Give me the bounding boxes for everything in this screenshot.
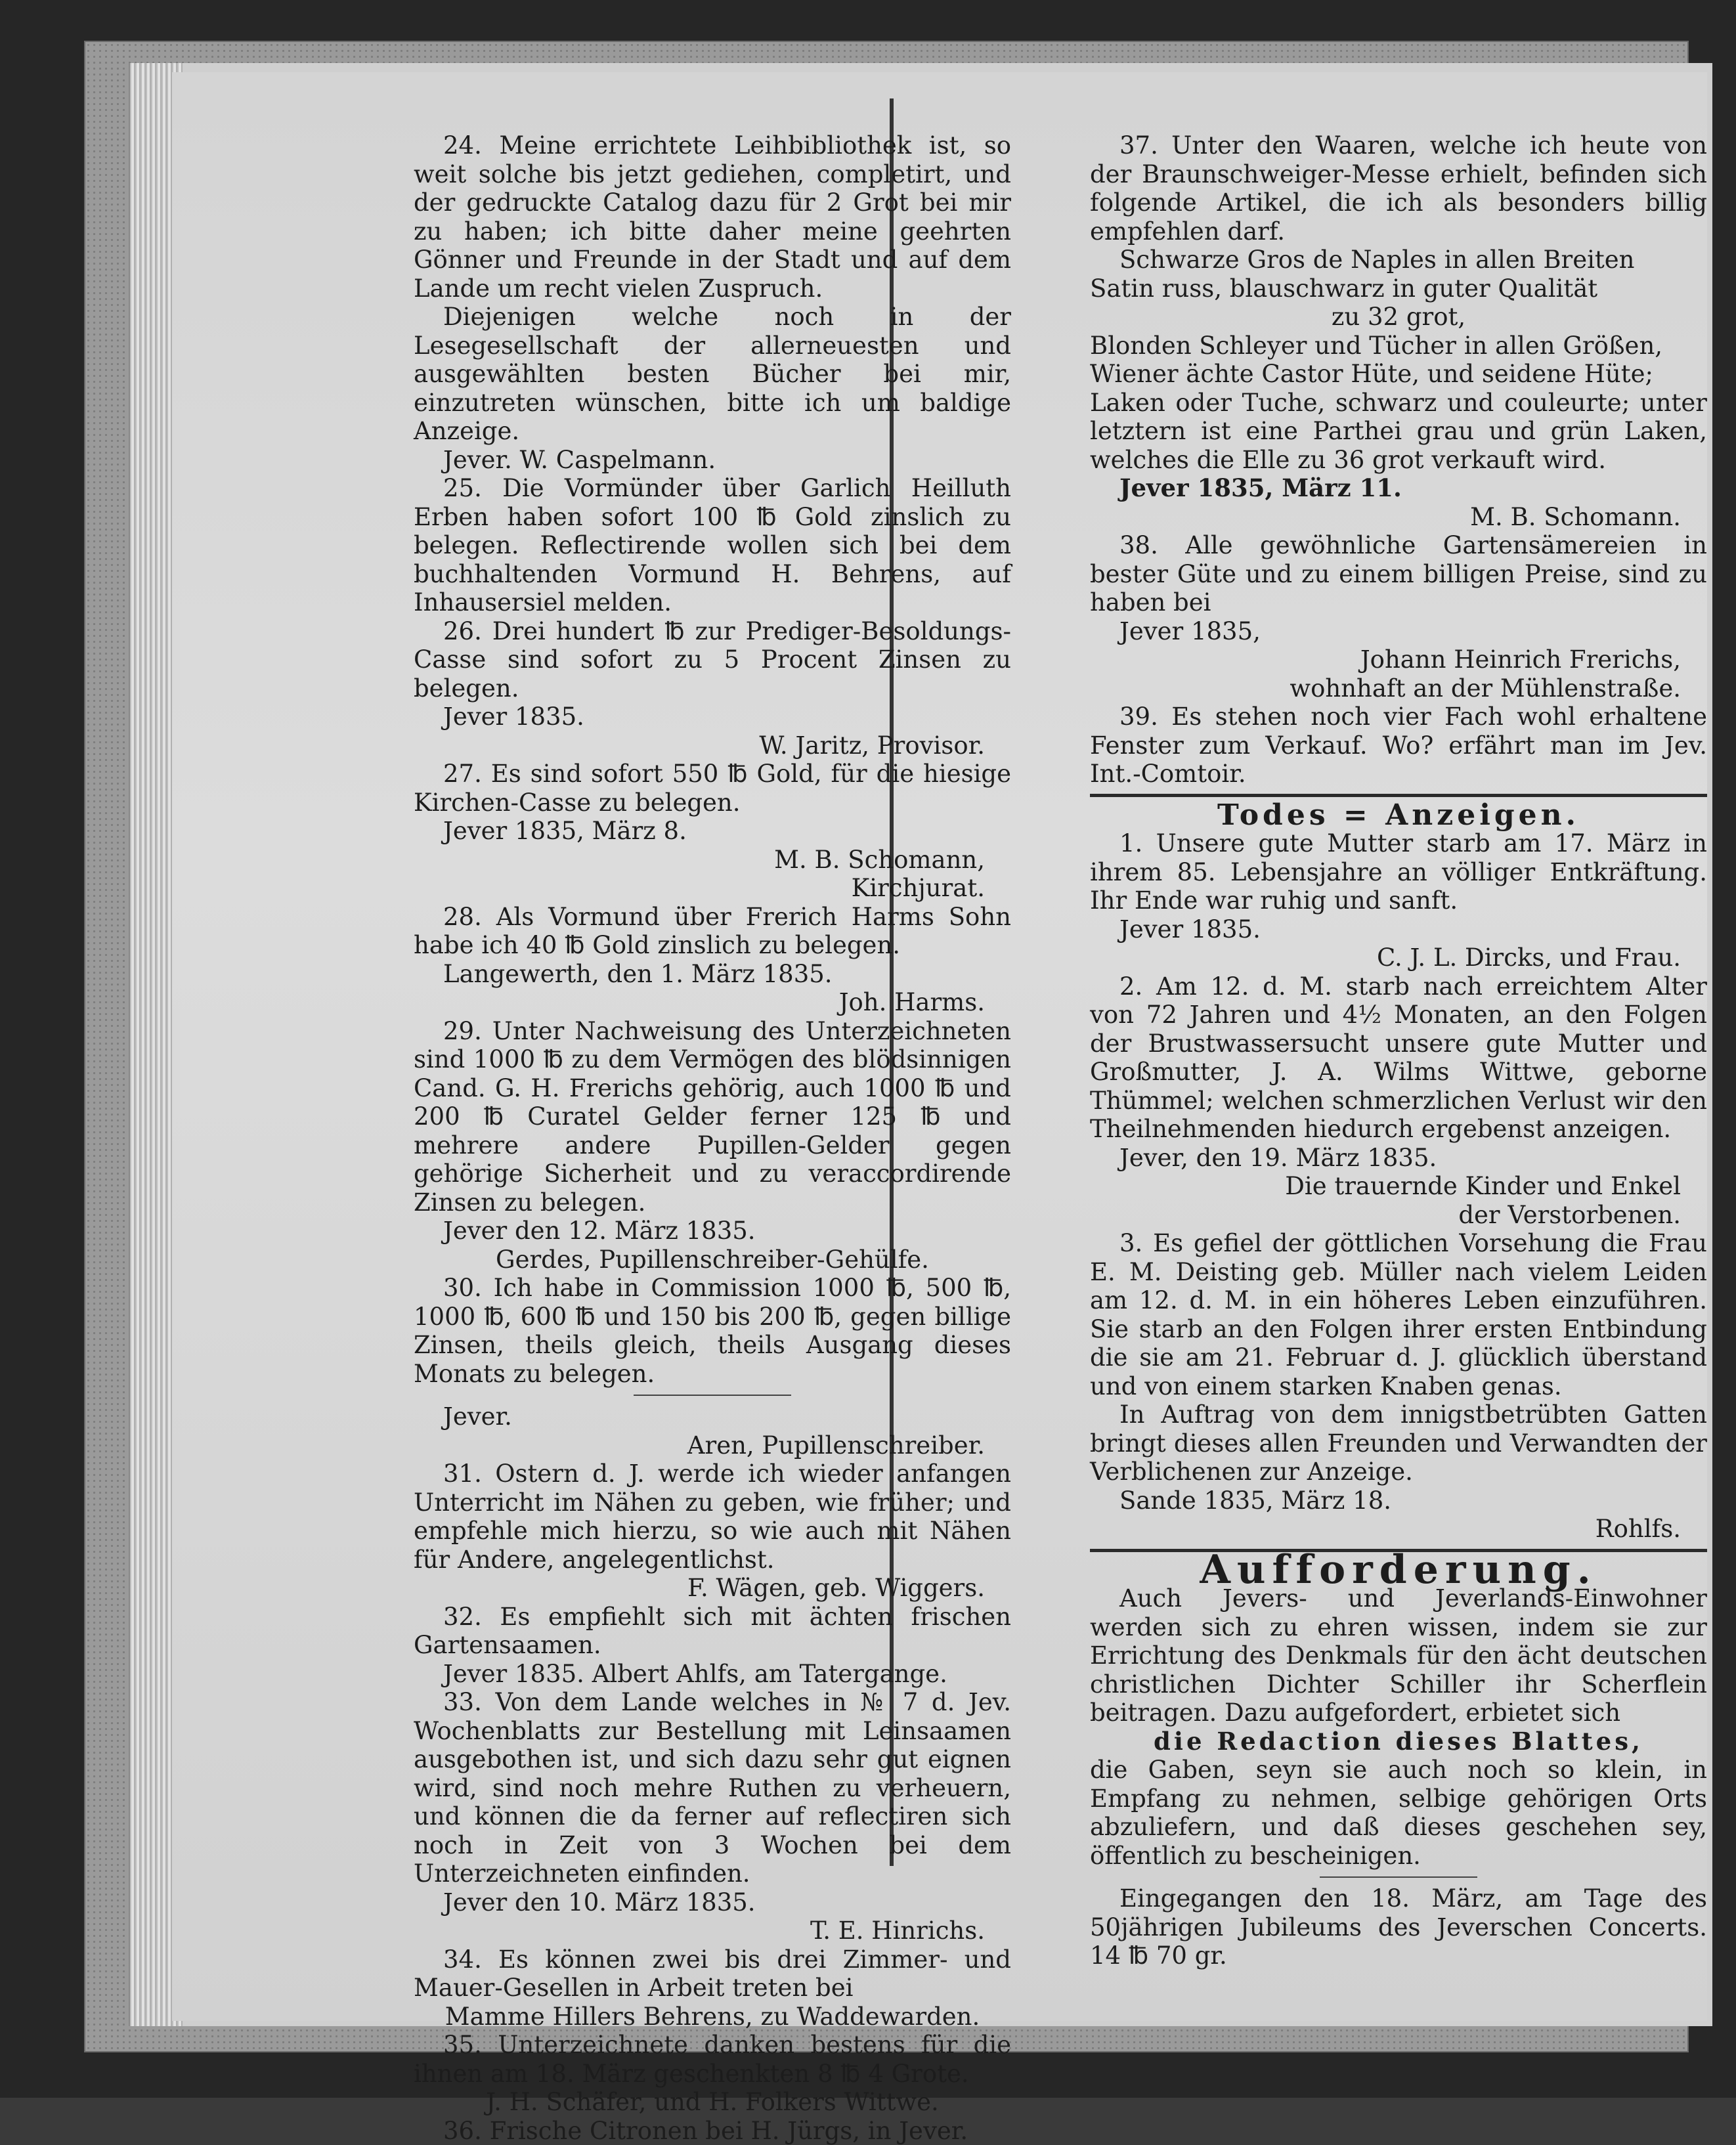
aufforderung-text-2: die Gaben, seyn sie auch noch so klein, in Empfang zu nehmen, selbige gehörigen Orts abzuliefern, und daß dieses geschehen sey, öffentlich zu bescheinigen. [1090, 1756, 1707, 1870]
notice-29-signature: Gerdes, Pupillenschreiber-Gehülfe. [414, 1246, 1011, 1274]
notice-37: 37. Unter den Waaren, welche ich heute von der Braunschweiger-Messe erhielt, befinden sich folgende Artikel, die ich als besonders billig empfehlen darf. [1090, 131, 1707, 246]
notice-31: 31. Ostern d. J. werde ich wieder anfangen Unterricht im Nähen zu geben, wie früher; und empfehle mich hierzu, so wie auch mit Nähen für Andere, angelegentlichst. [414, 1460, 1011, 1574]
notice-34-signature: Mamme Hillers Behrens, zu Waddewarden. [414, 2003, 1011, 2031]
aufforderung-text: Auch Jevers- und Jeverlands-Einwohner werden sich zu ehren wissen, indem sie zur Errichtung des Denkmals für den ächt deutschen christlichen Dichter Schiller ihr Scherflein beitragen. Dazu aufgefordert, erbietet sich [1090, 1584, 1707, 1727]
eingegangen-note: Eingegangen den 18. März, am Tage des 50jährigen Jubileums des Jeverschen Concerts. 14 ℔ 70 gr. [1090, 1884, 1707, 1970]
notice-37-date: Jever 1835, März 11. [1090, 474, 1707, 503]
notice-28: 28. Als Vormund über Frerich Harms Sohn habe ich 40 ℔ Gold zinslich zu belegen. [414, 903, 1011, 960]
death-notice-2-signature-2: der Verstorbenen. [1090, 1201, 1707, 1230]
notice-37-item-4: Wiener ächte Castor Hüte, und seidene Hüte; [1090, 360, 1707, 389]
notice-29: 29. Unter Nachweisung des Unterzeichneten sind 1000 ℔ zu dem Vermögen des blödsinnigen Cand. G. H. Frerichs gehörig, auch 1000 ℔ und 200 ℔ Curatel Gelder ferner 125 ℔ und mehrere andere Pupillen-Gelder gegen gehörige Sicherheit und zu veraccordirende Zinsen zu belegen. [414, 1017, 1011, 1217]
notice-25: 25. Die Vormünder über Garlich Heilluth Erben haben sofort 100 ℔ Gold zinslich zu belegen. Reflectirende wollen sich bei dem buchhaltenden Vormund H. Behrens, auf Inhausersiel melden. [414, 474, 1011, 617]
death-notice-2: 2. Am 12. d. M. starb nach erreichtem Alter von 72 Jahren und 4½ Monaten, an den Folgen der Brustwassersucht unsere gute Mutter und Großmutter, J. A. Wilms Wittwe, geborne Thümmel; welchen schmerzlichen Verlust wir den Theilnehmenden hiedurch ergebenst anzeigen. [1090, 972, 1707, 1144]
aufforderung-heading: Aufforderung. [1090, 1556, 1707, 1585]
notice-31-signature: F. Wägen, geb. Wiggers. [414, 1574, 1011, 1603]
notice-35-signature: J. H. Schäfer, und H. Folkers Wittwe. [414, 2088, 1011, 2117]
notice-34: 34. Es können zwei bis drei Zimmer- und Mauer-Gesellen in Arbeit treten bei [414, 1945, 1011, 2003]
death-notice-3-signature: Rohlfs. [1090, 1515, 1707, 1544]
notice-24-signature: Jever. W. Caspelmann. [414, 446, 1011, 475]
death-notice-2-date: Jever, den 19. März 1835. [1090, 1144, 1707, 1173]
aufforderung-redaction: die Redaction dieses Blattes, [1090, 1727, 1707, 1756]
notice-26: 26. Drei hundert ℔ zur Prediger-Besoldungs-Casse sind sofort zu 5 Procent Zinsen zu belegen. [414, 617, 1011, 703]
notice-27: 27. Es sind sofort 550 ℔ Gold, für die hiesige Kirchen-Casse zu belegen. [414, 760, 1011, 817]
right-column [1090, 131, 1707, 1970]
notice-33: 33. Von dem Lande welches in № 7 d. Jev. Wochenblatts zur Bestellung mit Leinsaamen ausgebothen ist, und sich dazu sehr gut eignen wird, sind noch mehre Ruthen zu verheuern, und können die da ferner auf reflectiren sich noch in Zeit von 3 Wochen bei dem Unterzeichneten einfinden. [414, 1688, 1011, 1888]
death-notice-1-date: Jever 1835. [1090, 915, 1707, 944]
death-notice-1: 1. Unsere gute Mutter starb am 17. März in ihrem 85. Lebensjahre an völliger Entkräftung. Ihr Ende war ruhig und sanft. [1090, 829, 1707, 915]
notice-28-date: Langewerth, den 1. März 1835. [414, 960, 1011, 989]
todes-anzeigen-heading: Todes = Anzeigen. [1090, 801, 1707, 830]
notice-27-date: Jever 1835, März 8. [414, 817, 1011, 846]
notice-33-date: Jever den 10. März 1835. [414, 1888, 1011, 1917]
notice-37-signature: M. B. Schomann. [1090, 503, 1707, 532]
notice-37-item-3: Blonden Schleyer und Tücher in allen Größen, [1090, 332, 1707, 360]
notice-32-signature: Jever 1835. Albert Ahlfs, am Tatergange. [414, 1660, 1011, 1689]
death-notice-3-continued: In Auftrag von dem innigstbetrübten Gatten bringt dieses allen Freunden und Verwandten der Verblichenen zur Anzeige. [1090, 1400, 1707, 1486]
notice-24-continued: Diejenigen welche noch in der Lesegesellschaft der allerneuesten und ausgewählten besten Bücher bei mir, einzutreten wünschen, bitte ich um baldige Anzeige. [414, 303, 1011, 446]
notice-38: 38. Alle gewöhnliche Gartensämereien in bester Güte und zu einem billigen Preise, sind zu haben bei [1090, 531, 1707, 617]
left-column [414, 131, 1011, 2145]
notice-26-date: Jever 1835. [414, 703, 1011, 731]
notice-37-item-2: Satin russ, blauschwarz in guter Qualität [1090, 274, 1707, 303]
notice-27-title: Kirchjurat. [414, 874, 1011, 903]
death-notice-3: 3. Es gefiel der göttlichen Vorsehung die Frau E. M. Deisting geb. Müller nach vielem Leiden am 12. d. M. in ein höheres Leben einzuführen. Sie starb an den Folgen ihrer ersten Entbindung die sie am 21. Februar d. J. glücklich überstand und von einem starken Knaben genas. [1090, 1229, 1707, 1400]
notice-35: 35. Unterzeichnete danken bestens für die ihnen am 18. März geschenkten 8 ℔ 4 Grote. [414, 2031, 1011, 2088]
notice-37-item-1: Schwarze Gros de Naples in allen Breiten [1090, 246, 1707, 274]
notice-33-signature: T. E. Hinrichs. [414, 1917, 1011, 1945]
notice-27-signature: M. B. Schomann, [414, 846, 1011, 875]
notice-24: 24. Meine errichtete Leihbibliothek ist, so weit solche bis jetzt gediehen, completirt, und der gedruckte Catalog dazu für 2 Grot bei mir zu haben; ich bitte daher meine geehrten Gönner und Freunde in der Stadt und auf dem Lande um recht vielen Zuspruch. [414, 131, 1011, 303]
notice-38-date: Jever 1835, [1090, 617, 1707, 646]
section-rule-top [1090, 794, 1707, 797]
notice-32: 32. Es empfiehlt sich mit ächten frischen Gartensaamen. [414, 1603, 1011, 1660]
notice-36: 36. Frische Citronen bei H. Jürgs, in Jever. [414, 2117, 1011, 2145]
death-notice-2-signature: Die trauernde Kinder und Enkel [1090, 1172, 1707, 1201]
notice-37-item-5: Laken oder Tuche, schwarz und couleurte; unter letztern ist eine Parthei grau und grün Laken, welches die Elle zu 36 grot verkauft wird. [1090, 389, 1707, 475]
notice-30-signature: Aren, Pupillenschreiber. [414, 1431, 1011, 1460]
notice-29-date: Jever den 12. März 1835. [414, 1217, 1011, 1246]
notice-30-date: Jever. [414, 1402, 1011, 1431]
notice-37-price: zu 32 grot, [1090, 303, 1707, 332]
notice-26-signature: W. Jaritz, Provisor. [414, 731, 1011, 760]
notice-38-signature: Johann Heinrich Frerichs, [1090, 645, 1707, 674]
separator-rule [634, 1395, 791, 1396]
death-notice-3-date: Sande 1835, März 18. [1090, 1486, 1707, 1515]
death-notice-1-signature: C. J. L. Dircks, und Frau. [1090, 943, 1707, 972]
notice-28-signature: Joh. Harms. [414, 988, 1011, 1017]
aufforderung-rule [1320, 1876, 1477, 1878]
notice-39: 39. Es stehen noch vier Fach wohl erhaltene Fenster zum Verkauf. Wo? erfährt man im Jev. Int.-Comtoir. [1090, 703, 1707, 789]
notice-38-address: wohnhaft an der Mühlenstraße. [1090, 674, 1707, 703]
notice-30: 30. Ich habe in Commission 1000 ℔, 500 ℔, 1000 ℔, 600 ℔ und 150 bis 200 ℔, gegen billige Zinsen, theils gleich, theils Ausgang dieses Monats zu belegen. [414, 1274, 1011, 1388]
